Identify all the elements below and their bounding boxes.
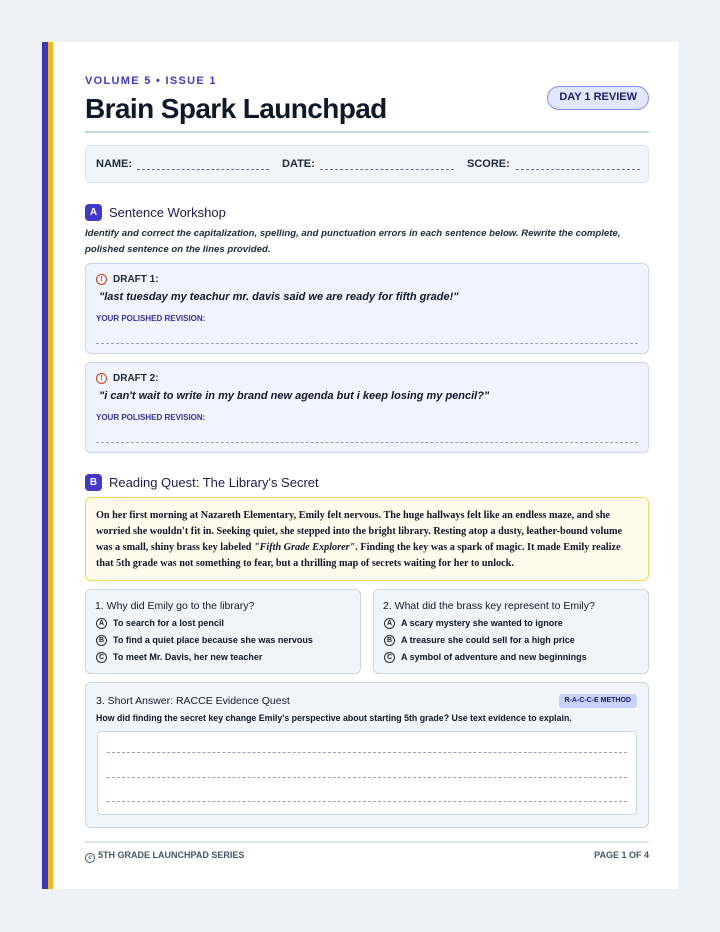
option-bubble[interactable]: A bbox=[96, 618, 107, 629]
answer-line[interactable] bbox=[107, 777, 627, 778]
option-bubble[interactable]: C bbox=[384, 652, 395, 663]
page-number: PAGE 1 OF 4 bbox=[594, 850, 649, 860]
page-title: Brain Spark Launchpad bbox=[85, 93, 387, 124]
section-a-instructions: Identify and correct the capitalization, spelling, and punctuation errors in each sentence below. Rewrite the complete, polished sentence on the lines provided. bbox=[85, 228, 621, 255]
section-b-title: Reading Quest: The Library's Secret bbox=[109, 475, 319, 490]
volume-issue-label: VOLUME 5 • ISSUE 1 bbox=[85, 75, 217, 87]
revision-label: YOUR POLISHED REVISION: bbox=[96, 413, 206, 422]
name-label: NAME: bbox=[96, 158, 133, 170]
footer-series bbox=[85, 850, 244, 863]
series-name: 5TH GRADE LAUNCHPAD SERIES bbox=[98, 850, 245, 860]
option-bubble[interactable]: C bbox=[96, 652, 107, 663]
score-label: SCORE: bbox=[467, 158, 510, 170]
warning-icon: ! bbox=[96, 274, 107, 285]
date-label: DATE: bbox=[282, 158, 315, 170]
name-field[interactable] bbox=[137, 169, 269, 170]
section-b-badge: B bbox=[85, 474, 102, 491]
passage-key-label: "Fifth Grade Explorer" bbox=[253, 542, 356, 553]
revision-label: YOUR POLISHED REVISION: bbox=[96, 314, 206, 323]
draft-label: DRAFT 1: bbox=[113, 274, 159, 285]
question-card bbox=[85, 589, 361, 674]
footer-divider bbox=[85, 841, 649, 843]
title-divider bbox=[85, 131, 649, 133]
draft-sentence: "i can't wait to write in my brand new agenda but i keep losing my pencil?" bbox=[99, 390, 490, 402]
draft-card bbox=[85, 362, 649, 453]
score-field[interactable] bbox=[516, 169, 640, 170]
option-text: A scary mystery she wanted to ignore bbox=[401, 618, 563, 628]
revision-line[interactable] bbox=[96, 343, 638, 344]
reading-passage bbox=[85, 497, 649, 581]
answer-line[interactable] bbox=[107, 801, 627, 802]
day-review-badge: DAY 1 REVIEW bbox=[547, 86, 649, 110]
revision-line[interactable] bbox=[96, 442, 638, 443]
answer-line[interactable] bbox=[107, 752, 627, 753]
short-answer-prompt: How did finding the secret key change Emily's perspective about starting 5th grade? Use text evidence to explain. bbox=[96, 713, 572, 723]
draft-label: DRAFT 2: bbox=[113, 373, 159, 384]
short-answer-card bbox=[85, 682, 649, 828]
section-a-title: Sentence Workshop bbox=[109, 205, 226, 220]
date-field[interactable] bbox=[320, 169, 454, 170]
section-a-badge: A bbox=[85, 204, 102, 221]
draft-card bbox=[85, 263, 649, 354]
worksheet-page bbox=[42, 42, 678, 889]
passage-text-end: . Finding the key was a spark of magic. It made Emily realize that 5th grade was not something to fear, but a thrilling map of secrets waiting for her to unlock. bbox=[96, 542, 621, 569]
short-answer-title: 3. Short Answer: RACCE Evidence Quest bbox=[96, 695, 290, 707]
question-text: 1. Why did Emily go to the library? bbox=[95, 600, 255, 612]
option-text: To meet Mr. Davis, her new teacher bbox=[113, 652, 263, 662]
question-text: 2. What did the brass key represent to Emily? bbox=[383, 600, 595, 612]
option-bubble[interactable]: B bbox=[96, 635, 107, 646]
option-text: To find a quiet place because she was nervous bbox=[113, 635, 313, 645]
option-text: To search for a lost pencil bbox=[113, 618, 224, 628]
student-info-bar bbox=[85, 145, 649, 183]
question-card bbox=[373, 589, 649, 674]
method-badge: R-A-C-C-E METHOD bbox=[559, 694, 638, 708]
answer-writing-area[interactable] bbox=[97, 731, 637, 815]
option-bubble[interactable]: B bbox=[384, 635, 395, 646]
accent-bar-gold bbox=[48, 42, 53, 889]
option-bubble[interactable]: A bbox=[384, 618, 395, 629]
warning-icon: ! bbox=[96, 373, 107, 384]
draft-sentence: "last tuesday my teachur mr. davis said we are ready for fifth grade!" bbox=[99, 291, 459, 303]
option-text: A treasure she could sell for a high price bbox=[401, 635, 575, 645]
option-text: A symbol of adventure and new beginnings bbox=[401, 652, 587, 662]
copyright-icon: c bbox=[85, 853, 95, 863]
passage-text-start: On her first morning at Nazareth Elementary, Emily felt nervous. The huge hallways felt like an endless maze, and she worried she wouldn't fit in. Seeking quiet, she stepped into the bright library. Resting atop a dusty, leather-bound volume was a small, shiny brass key labeled bbox=[96, 510, 623, 553]
